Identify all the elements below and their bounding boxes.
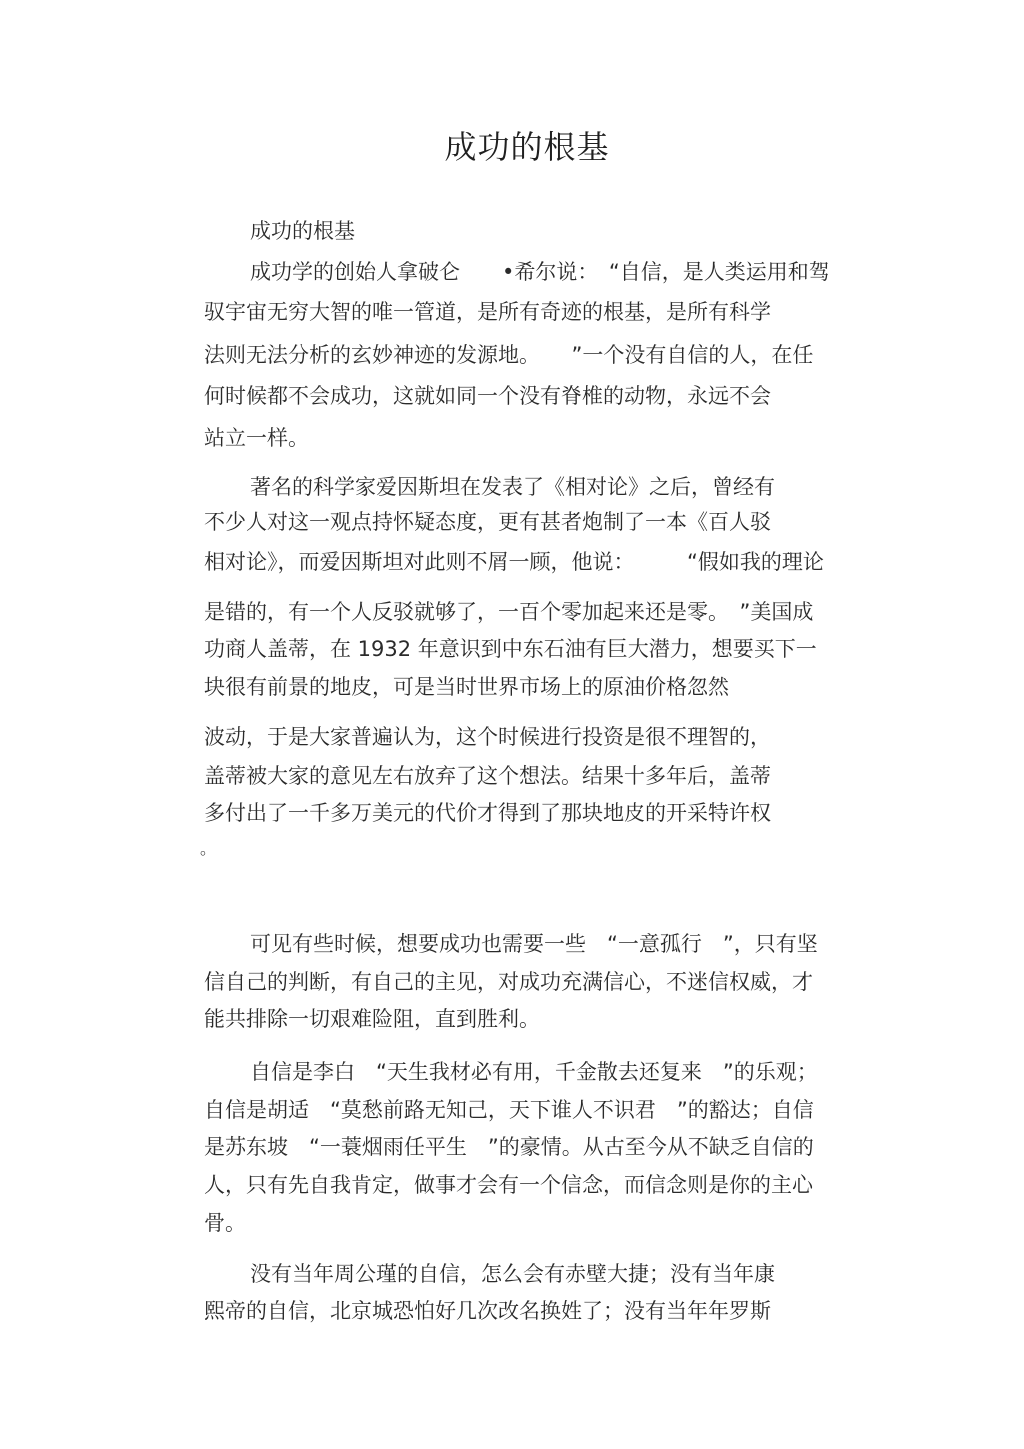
text-line: 成功学的创始人拿破仑 •希尔说： “自信，是人类运用和驾 bbox=[250, 260, 830, 284]
text-line: 站立一样。 bbox=[204, 426, 309, 450]
text-line: 多付出了一千多万美元的代价才得到了那块地皮的开采特许权 bbox=[204, 801, 771, 825]
text-line: 没有当年周公瑾的自信，怎么会有赤壁大捷；没有当年康 bbox=[250, 1262, 775, 1286]
text-line: 波动，于是大家普遍认为，这个时候进行投资是很不理智的， bbox=[204, 725, 771, 749]
text-line: 自信是李白 “天生我材必有用，千金散去还复来 ”的乐观； bbox=[250, 1060, 818, 1084]
text-line: 不少人对这一观点持怀疑态度，更有甚者炮制了一本《百人驳 bbox=[204, 510, 771, 534]
text-line: 块很有前景的地皮，可是当时世界市场上的原油价格忽然 bbox=[204, 675, 729, 699]
text-line: 驭宇宙无穷大智的唯一管道，是所有奇迹的根基，是所有科学 bbox=[204, 300, 771, 324]
text-line: 盖蒂被大家的意见左右放弃了这个想法。结果十多年后，盖蒂 bbox=[204, 764, 771, 788]
text-line: 信自己的判断，有自己的主见，对成功充满信心，不迷信权威，才 bbox=[204, 970, 813, 994]
text-line: 能共排除一切艰难险阻，直到胜利。 bbox=[204, 1007, 540, 1031]
text-line: 法则无法分析的玄妙神迹的发源地。 ”一个没有自信的人，在任 bbox=[204, 343, 814, 367]
text-line: 骨。 bbox=[204, 1211, 246, 1235]
text-line: 熙帝的自信，北京城恐怕好几次改名换姓了；没有当年年罗斯 bbox=[204, 1299, 771, 1323]
text-line: 是错的，有一个人反驳就够了，一百个零加起来还是零。 ”美国成 bbox=[204, 600, 814, 624]
text-line: 著名的科学家爱因斯坦在发表了《相对论》之后，曾经有 bbox=[250, 475, 775, 499]
text-line: 自信是胡适 “莫愁前路无知己，天下谁人不识君 ”的豁达；自信 bbox=[204, 1098, 814, 1122]
subtitle-line: 成功的根基 bbox=[250, 219, 355, 243]
text-line: 可见有些时候，想要成功也需要一些 “一意孤行 ”，只有坚 bbox=[250, 932, 818, 956]
text-line: 人，只有先自我肯定，做事才会有一个信念，而信念则是你的主心 bbox=[204, 1173, 813, 1197]
text-line: 是苏东坡 “一蓑烟雨任平生 ”的豪情。从古至今从不缺乏自信的 bbox=[204, 1135, 814, 1159]
text-line: 功商人盖蒂，在 1932 年意识到中东石油有巨大潜力，想要买下一 bbox=[204, 637, 817, 661]
text-line: 。 bbox=[200, 839, 217, 858]
text-line: 相对论》，而爱因斯坦对此则不屑一顾，他说： “假如我的理论 bbox=[204, 550, 824, 574]
text-line: 何时候都不会成功，这就如同一个没有脊椎的动物，永远不会 bbox=[204, 384, 771, 408]
document-title: 成功的根基 bbox=[444, 128, 610, 166]
